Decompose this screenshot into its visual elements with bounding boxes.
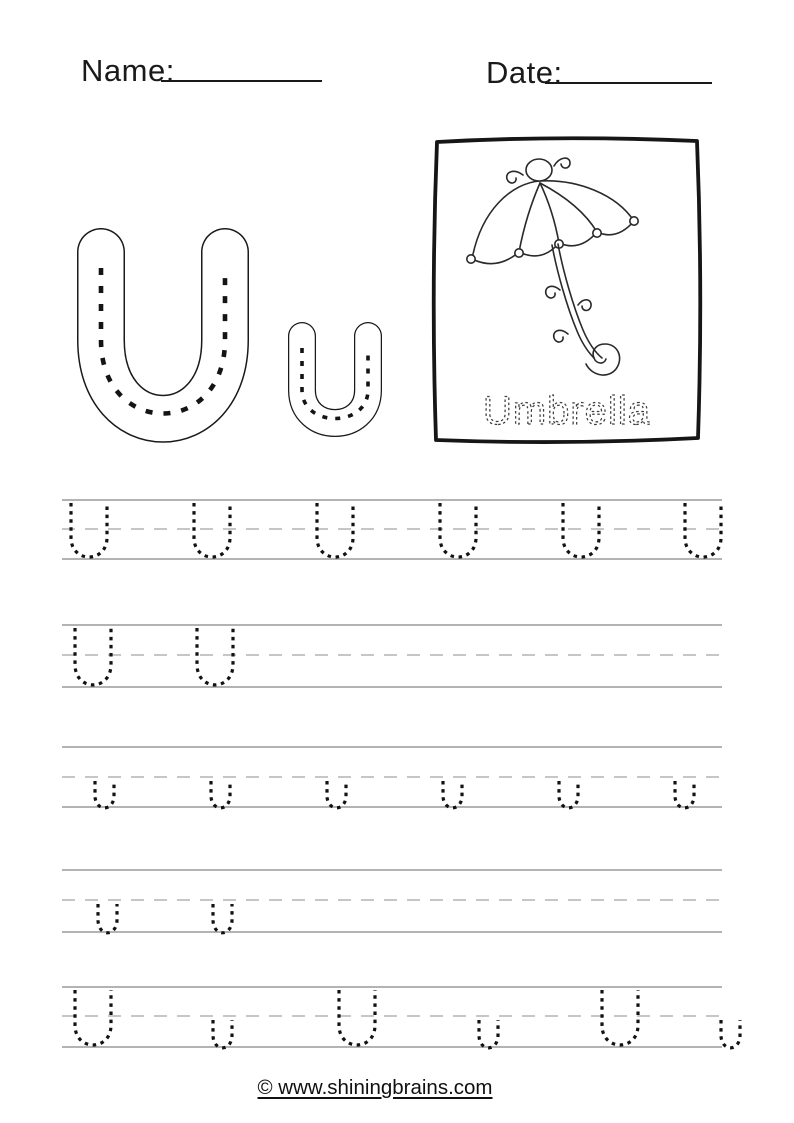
footer-site-link[interactable]: © www.shiningbrains.com (257, 1076, 493, 1099)
trace-letter-lowercase-u (213, 1020, 232, 1048)
display-letter-lowercase-u (302, 336, 368, 423)
trace-letter-lowercase-u (213, 904, 232, 933)
name-label: Name: (81, 53, 175, 88)
practice-row (62, 987, 740, 1048)
trace-letter-lowercase-u (327, 781, 346, 808)
trace-letter-lowercase-u (211, 781, 230, 808)
trace-letter-uppercase-u (602, 990, 638, 1045)
trace-letter-uppercase-u (440, 503, 476, 557)
trace-letter-uppercase-u (317, 503, 353, 557)
trace-letter-lowercase-u (479, 1020, 498, 1048)
display-letter-uppercase-u (101, 252, 225, 419)
trace-letter-uppercase-u (75, 628, 111, 685)
practice-rows (62, 500, 740, 1048)
trace-letter-lowercase-u (675, 781, 694, 808)
umbrella-card (434, 138, 701, 442)
trace-letter-lowercase-u (98, 904, 117, 933)
practice-row (62, 870, 722, 933)
trace-letter-lowercase-u (721, 1020, 740, 1048)
trace-letter-uppercase-u (563, 503, 599, 557)
date-label: Date: (486, 55, 563, 90)
practice-row (62, 747, 722, 808)
trace-letter-uppercase-u (197, 628, 233, 685)
practice-row (62, 625, 722, 687)
trace-letter-uppercase-u (194, 503, 230, 557)
trace-letter-uppercase-u (339, 990, 375, 1045)
trace-letter-lowercase-u (443, 781, 462, 808)
trace-letter-lowercase-u (559, 781, 578, 808)
trace-letter-uppercase-u (71, 503, 107, 557)
trace-letter-uppercase-u (685, 503, 721, 557)
footer (0, 1076, 772, 1100)
trace-letter-uppercase-u (75, 990, 111, 1045)
trace-letter-lowercase-u (95, 781, 114, 808)
practice-row (62, 500, 722, 559)
umbrella-illustration (467, 158, 638, 375)
umbrella-caption: Umbrella (482, 389, 652, 433)
